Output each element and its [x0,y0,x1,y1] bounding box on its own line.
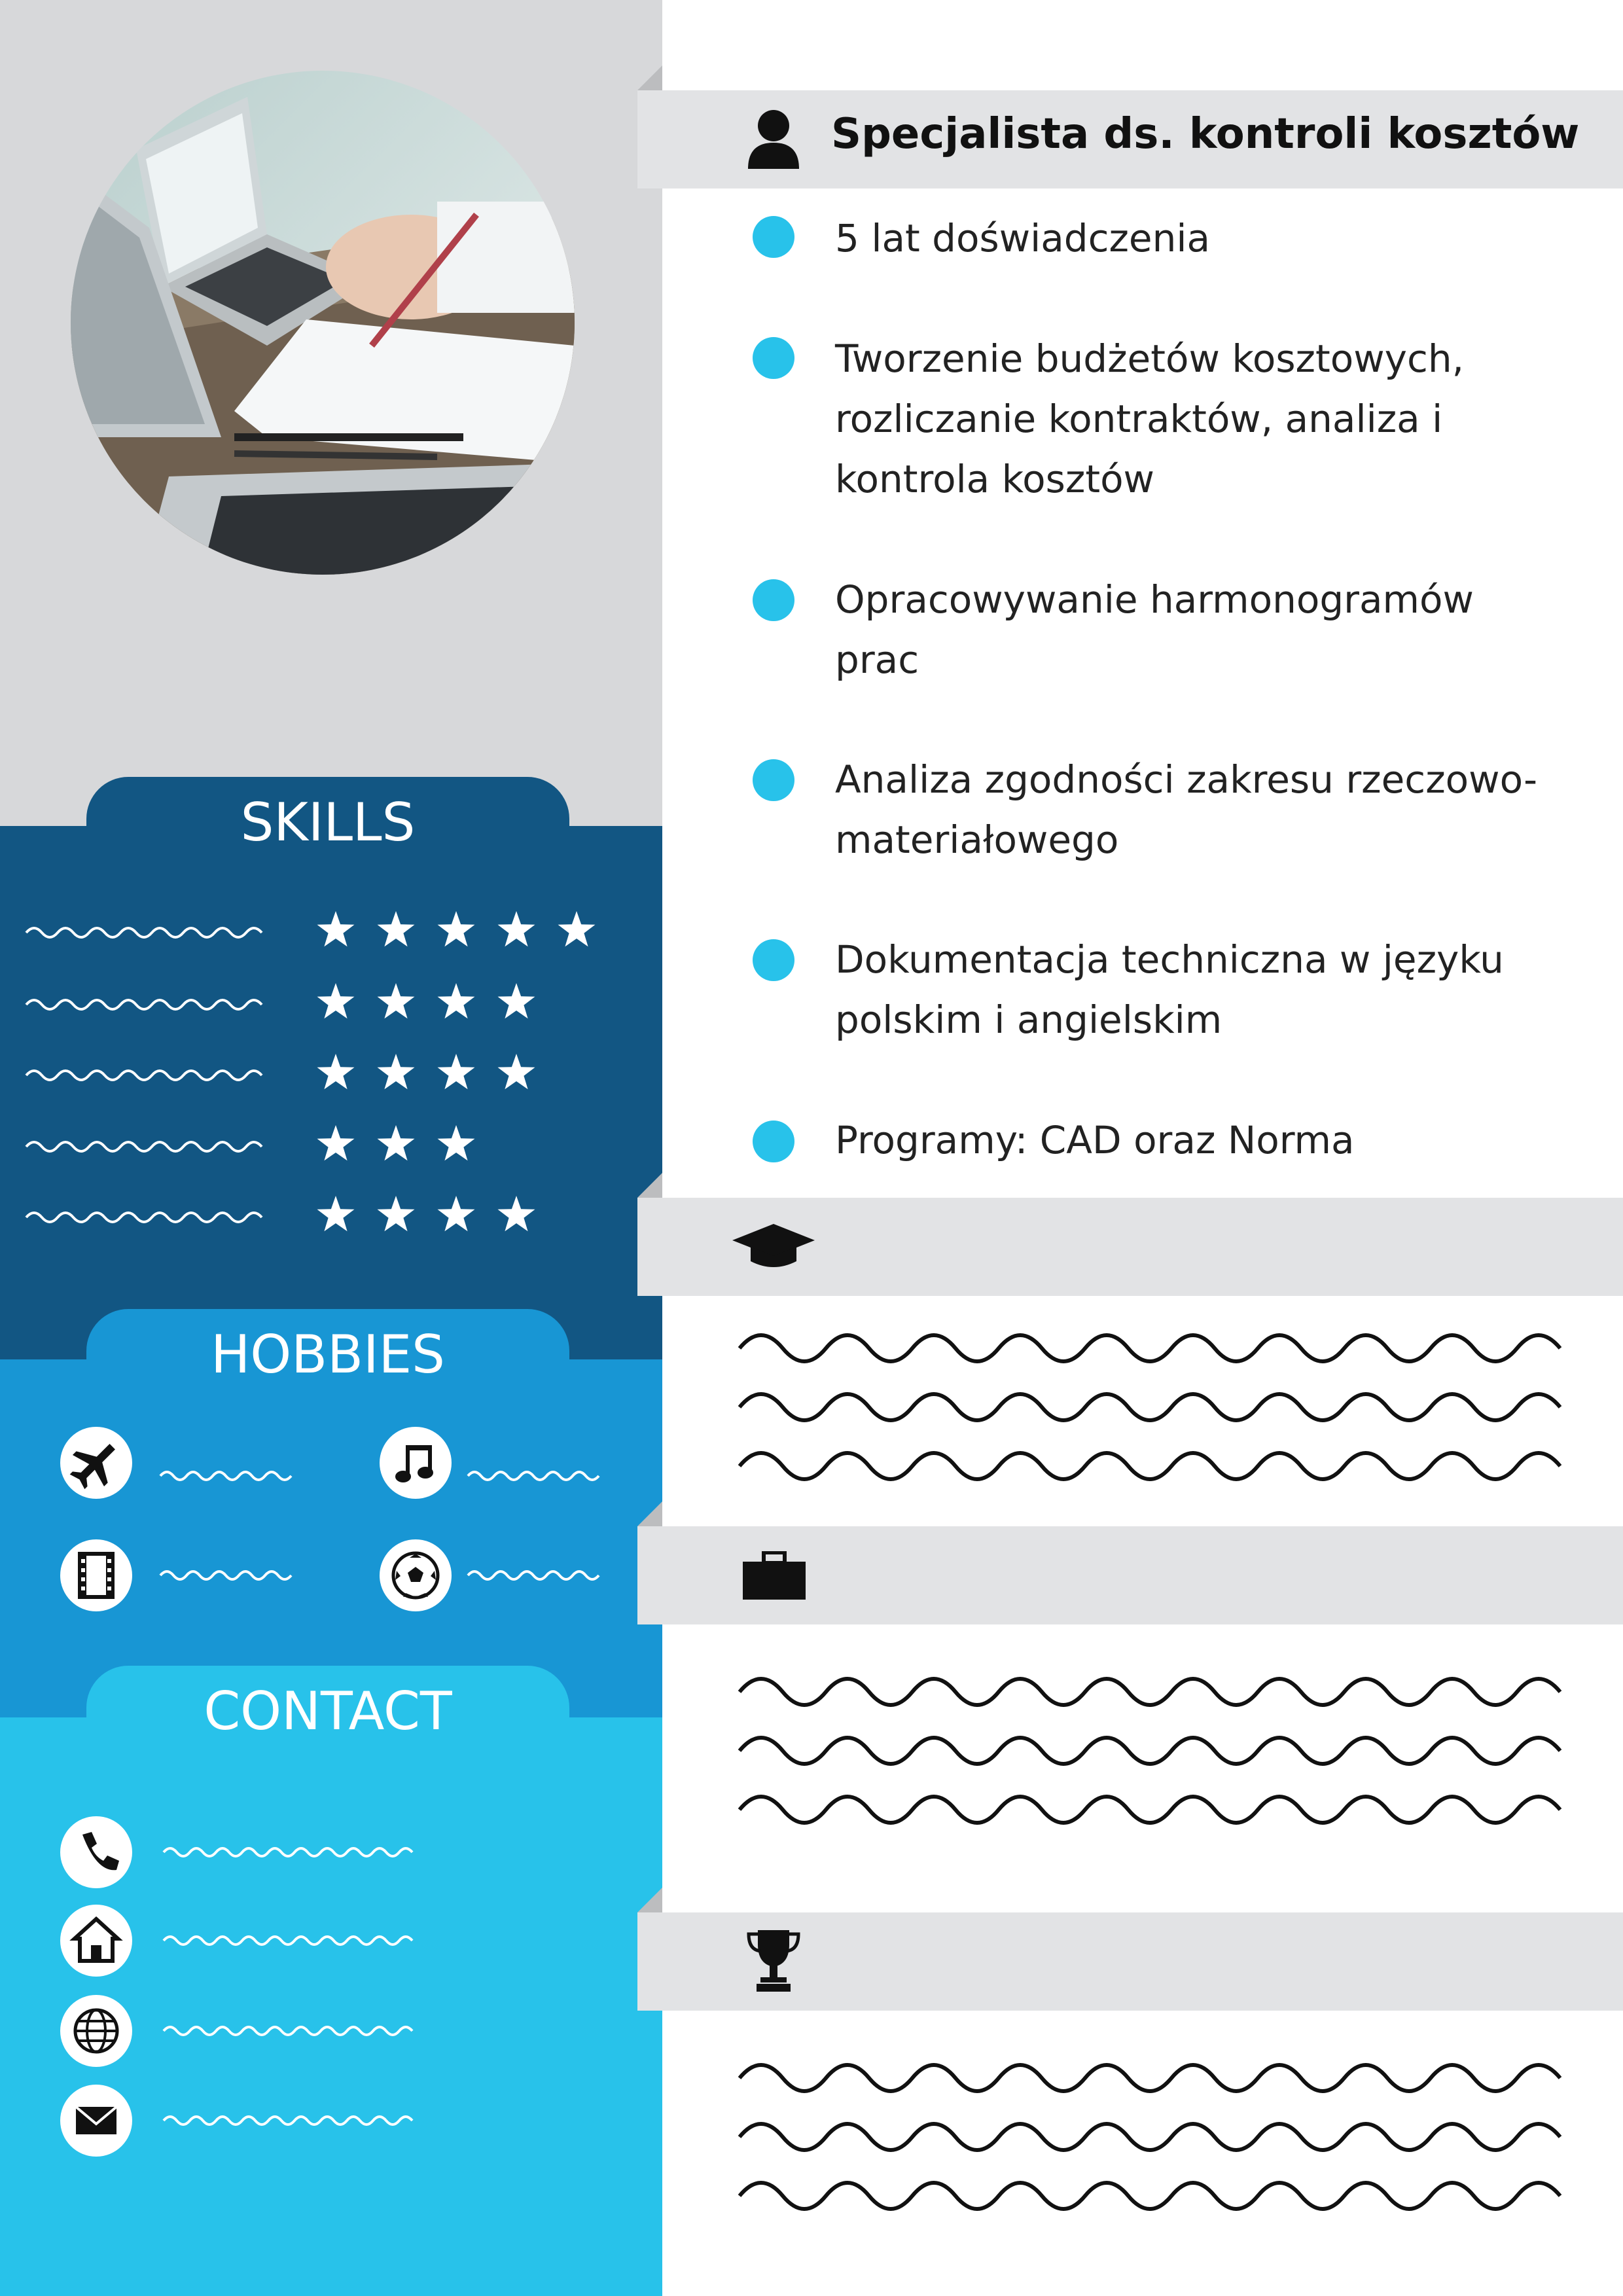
skill-name-placeholder [26,928,262,937]
star-icon [558,911,596,946]
skills-ratings [0,903,662,1244]
skill-name-placeholder [26,1000,262,1009]
contact-phone-placeholder [160,1842,422,1862]
star-icon [378,1196,415,1231]
experience-bullet-4: Analiza zgodności zakresu rzeczowo-materiałowego [835,757,1538,862]
star-icon [317,1196,355,1231]
hobby-travel [60,1427,132,1499]
bullet-dot [753,579,794,621]
bullet-dot [753,1121,794,1162]
star-ratings [317,911,596,1231]
skill-row-1 [26,928,262,937]
airplane-icon [60,1427,132,1499]
skills-section-header: SKILLS [86,777,569,882]
awards-placeholder [733,2052,1603,2222]
star-icon [498,983,535,1018]
star-icon [438,1054,475,1089]
profile-photo [71,71,575,575]
contact-website-placeholder [160,2021,422,2041]
skill-row-4 [26,1142,262,1151]
trophy-icon [746,1928,801,1993]
skill-row-2 [26,1000,262,1009]
home-icon [60,1905,132,1977]
hobby-film [60,1539,132,1611]
skill-row-5 [26,1213,262,1222]
contact-email-placeholder [160,2111,422,2130]
star-icon [317,911,355,946]
phone-icon [60,1816,132,1888]
hobby-travel-placeholder [157,1466,301,1486]
film-icon [60,1539,132,1611]
contact-address [60,1905,132,1977]
star-icon [378,983,415,1018]
star-icon [378,911,415,946]
graduation-cap-icon [730,1221,818,1273]
music-note-icon [380,1427,452,1499]
office-desk-photo [71,71,575,575]
star-icon [317,983,355,1018]
skill-name-placeholder [26,1071,262,1080]
star-icon [498,911,535,946]
experience-bullet-6: Programy: CAD oraz Norma [835,1118,1355,1162]
bullet-dot [753,939,794,981]
hobby-football [380,1539,452,1611]
skill-name-placeholder [26,1213,262,1222]
work-placeholder [733,1666,1603,1836]
star-icon [317,1054,355,1089]
star-icon [438,1196,475,1231]
bullet-dot [753,216,794,258]
hobby-football-placeholder [465,1566,609,1585]
bullet-dot [753,337,794,379]
hobbies-section-header: HOBBIES [86,1309,569,1414]
contact-website [60,1995,132,2067]
skill-name-placeholder [26,1142,262,1151]
skill-row-3 [26,1071,262,1080]
education-placeholder [733,1322,1603,1492]
contact-section-header: CONTACT [86,1666,569,1770]
bullet-dot [753,759,794,801]
contact-address-placeholder [160,1931,422,1950]
person-icon [743,106,805,171]
star-icon [378,1054,415,1089]
hobby-music [380,1427,452,1499]
experience-bullet-1: 5 lat doświadczenia [835,216,1211,260]
star-icon [498,1054,535,1089]
star-icon [498,1196,535,1231]
experience-bullet-5: Dokumentacja techniczna w języku polskim i angielskim [835,937,1504,1042]
experience-bullet-2: Tworzenie budżetów kosztowych, rozliczanie kontraktów, analiza i kontrola kosztów [835,336,1465,501]
experience-bullet-3: Opracowywanie harmonogramów prac [835,577,1474,682]
envelope-icon [60,2085,132,2157]
star-icon [378,1125,415,1160]
hobby-film-placeholder [157,1566,301,1585]
contact-phone [60,1816,132,1888]
star-icon [438,1125,475,1160]
job-title: Specjalista ds. kontroli kosztów [831,110,1580,158]
contact-email [60,2085,132,2157]
briefcase-icon [741,1551,807,1601]
soccer-ball-icon [380,1539,452,1611]
star-icon [317,1125,355,1160]
globe-icon [60,1995,132,2067]
star-icon [438,983,475,1018]
star-icon [438,911,475,946]
hobby-music-placeholder [465,1466,609,1486]
